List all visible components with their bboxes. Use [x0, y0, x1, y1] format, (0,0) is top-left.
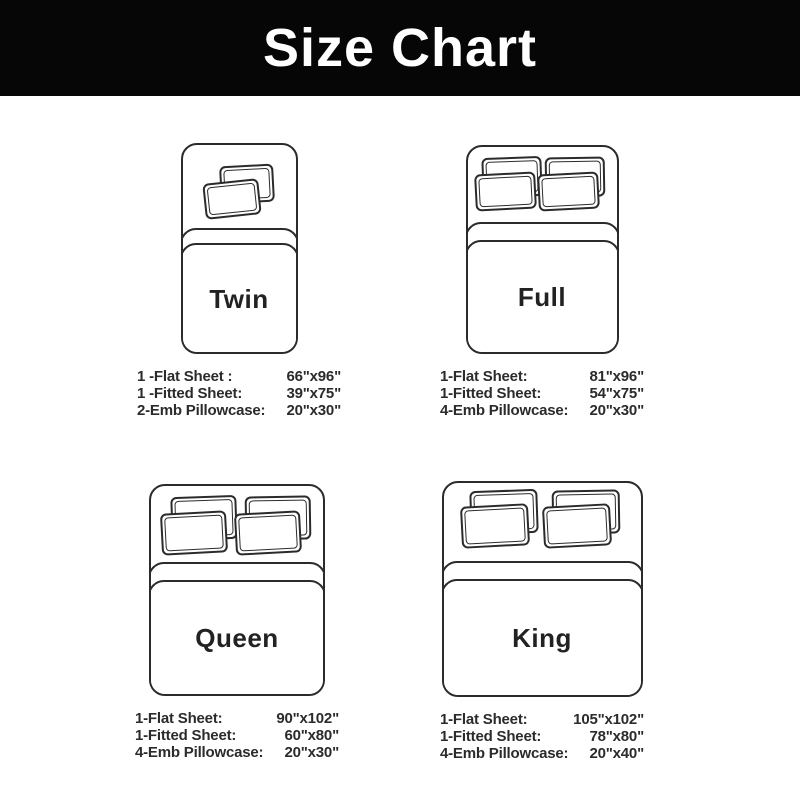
spec-label: 4-Emb Pillowcase:	[440, 745, 569, 762]
page-title: Size Chart	[262, 18, 538, 78]
spec-label: 1-Fitted Sheet:	[440, 728, 542, 745]
spec-list-twin	[137, 368, 341, 419]
blanket	[181, 243, 298, 354]
spec-row	[440, 728, 644, 745]
pillow-icon	[541, 503, 611, 549]
blanket	[466, 240, 619, 354]
spec-row	[135, 744, 339, 761]
spec-label: 4-Emb Pillowcase:	[135, 744, 264, 761]
size-section-queen	[77, 484, 397, 761]
spec-row	[137, 402, 341, 419]
spec-value: 90"x102"	[276, 710, 339, 727]
spec-value: 20"x40"	[589, 745, 644, 762]
spec-value: 39"x75"	[286, 385, 341, 402]
spec-value: 66"x96"	[286, 368, 341, 385]
spec-label: 1-Flat Sheet:	[440, 711, 528, 728]
spec-value: 78"x80"	[589, 728, 644, 745]
spec-value: 20"x30"	[284, 744, 339, 761]
spec-label: 4-Emb Pillowcase:	[440, 402, 569, 419]
spec-value: 105"x102"	[573, 711, 644, 728]
pillow-icon	[537, 171, 600, 211]
pillow-icon	[160, 510, 228, 555]
spec-value: 60"x80"	[284, 727, 339, 744]
spec-row	[137, 368, 341, 385]
bed-size-label: Queen	[195, 623, 279, 653]
spec-row	[440, 711, 644, 728]
size-section-twin	[79, 143, 399, 419]
header-banner	[0, 0, 800, 96]
bed-illustration-queen	[149, 484, 325, 696]
bed-illustration-twin	[181, 143, 298, 354]
spec-value: 20"x30"	[286, 402, 341, 419]
spec-label: 1 -Fitted Sheet:	[137, 385, 243, 402]
spec-value: 20"x30"	[589, 402, 644, 419]
bed-size-label: King	[512, 623, 572, 653]
spec-label: 2-Emb Pillowcase:	[137, 402, 266, 419]
spec-row	[440, 368, 644, 385]
bed-size-label: Twin	[209, 283, 269, 314]
spec-label: 1 -Flat Sheet :	[137, 368, 233, 385]
pillow-icon	[234, 510, 302, 555]
spec-list-full	[440, 368, 644, 419]
size-section-king	[382, 481, 702, 762]
pillow-icon	[459, 503, 529, 549]
pillow-icon	[474, 171, 537, 211]
spec-row	[440, 402, 644, 419]
spec-value: 81"x96"	[589, 368, 644, 385]
spec-row	[135, 727, 339, 744]
bed-size-label: Full	[517, 282, 567, 312]
spec-value: 54"x75"	[589, 385, 644, 402]
spec-list-king	[440, 711, 644, 762]
spec-row	[440, 745, 644, 762]
spec-list-queen	[135, 710, 339, 761]
spec-label: 1-Fitted Sheet:	[440, 385, 542, 402]
spec-row	[135, 710, 339, 727]
spec-row	[137, 385, 341, 402]
spec-label: 1-Flat Sheet:	[440, 368, 528, 385]
size-section-full	[382, 145, 702, 419]
bed-illustration-full	[466, 145, 619, 354]
spec-row	[440, 385, 644, 402]
blanket	[442, 579, 643, 697]
bed-illustration-king	[442, 481, 643, 697]
pillow-icon	[202, 178, 261, 220]
blanket	[149, 580, 325, 696]
spec-label: 1-Flat Sheet:	[135, 710, 223, 727]
spec-label: 1-Fitted Sheet:	[135, 727, 237, 744]
